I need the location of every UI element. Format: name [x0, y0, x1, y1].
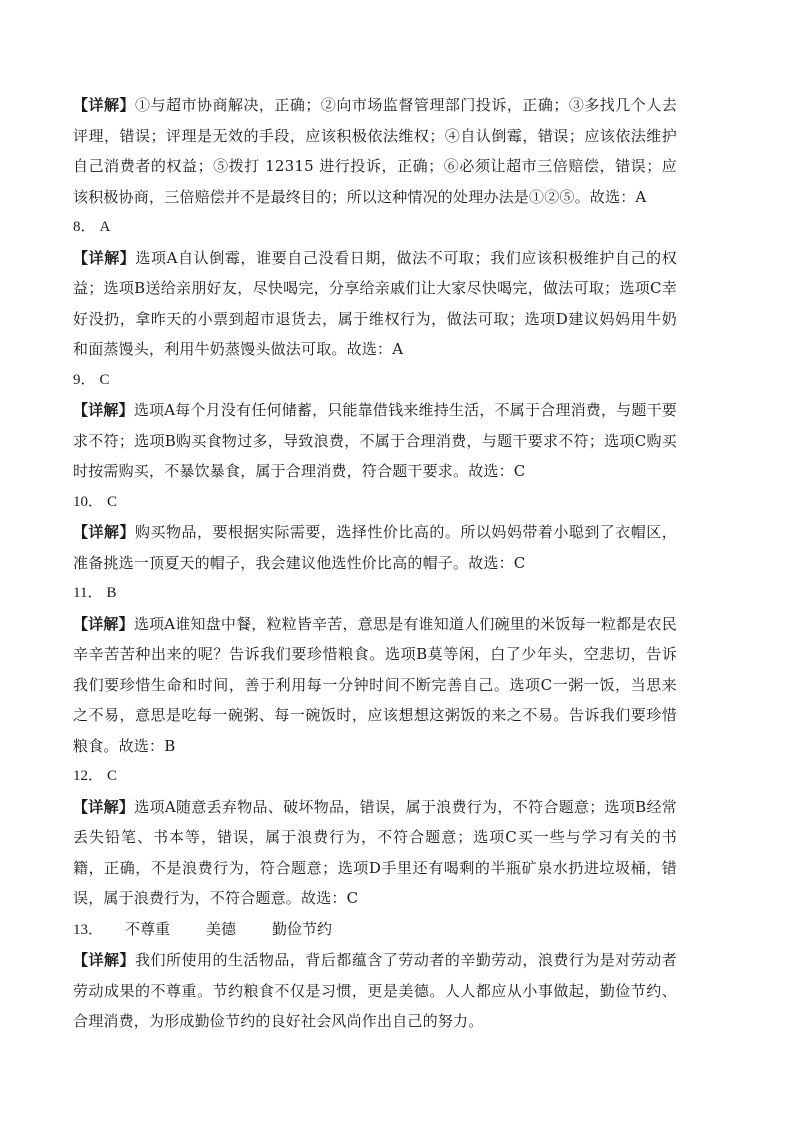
- answer-block-13: [73, 914, 677, 1037]
- answer-block-11: [73, 578, 677, 761]
- answer-letter: C: [107, 768, 118, 784]
- fill-blank-answer-line: [73, 914, 677, 946]
- detail-tag: 【详解】: [73, 401, 134, 419]
- question-answer-line: [73, 487, 677, 518]
- question-answer-line: [73, 578, 677, 609]
- detail-tag: 【详解】: [73, 96, 135, 114]
- question-answer-line: [73, 365, 677, 396]
- detail-tag: 【详解】: [73, 797, 135, 816]
- question-number: 11．: [73, 585, 103, 601]
- detail-paragraph: [73, 945, 677, 1037]
- detail-paragraph: [73, 90, 677, 212]
- answer-letter: A: [99, 219, 111, 235]
- detail-paragraph: [73, 609, 677, 762]
- detail-text: 我们所使用的生活物品，背后都蕴含了劳动者的辛勤劳动，浪费行为是对劳动者劳动成果的不尊重。节约粮食不仅是习惯，更是美德。人人都应从小事做起，勤俭节约、合理消费，为形成勤俭节约的良好社会风尚作出自己的努力。: [73, 951, 677, 1030]
- detail-text: 选项A自认倒霉，谁要自己没看日期，做法不可取；我们应该积极维护自己的权益；选项B送给亲朋好友，尽快喝完，分享给亲戚们让大家尽快喝完，做法可取；选项C幸好没扔，拿昨天的小票到超市退货去，属于维权行为，做法可取；选项D建议妈妈用牛奶和面蒸馒头，利用牛奶蒸馒头做法可取。故选：A: [73, 248, 677, 358]
- detail-tag: 【详解】: [73, 951, 135, 969]
- answer-block-12: [73, 761, 677, 914]
- detail-paragraph: [73, 792, 677, 914]
- detail-paragraph: [73, 517, 677, 578]
- question-answer-line: [73, 212, 677, 243]
- question-number: 8．: [73, 219, 96, 235]
- question-number: 9．: [73, 371, 96, 388]
- detail-paragraph: [73, 395, 677, 487]
- answer-block-8: [73, 212, 677, 365]
- detail-text: ①与超市协商解决，正确；②向市场监督管理部门投诉，正确；③多找几个人去评理，错误；评理是无效的手段，应该积极依法维权；④自认倒霉，错误；应该依法维护自己消费者的权益；⑤拨打 12315 进行投诉，正确；⑥必须让超市三倍赔偿，错误；应该积极协商，三倍赔偿并不是最终目的；所以这种情况的处理办法是①②⑤。故选：A: [73, 96, 677, 206]
- blank-answer-3: 勤俭节约: [272, 919, 333, 938]
- answer-block-9: [73, 365, 677, 487]
- answer-letter: C: [99, 371, 110, 388]
- question-number: 13．: [73, 921, 104, 938]
- detail-text: 选项A每个月没有任何储蓄，只能靠借钱来维持生活，不属于合理消费，与题干要求不符；选项B购买食物过多，导致浪费，不属于合理消费，与题干要求不符；选项C购买时按需购买，不暴饮暴食，属于合理消费，符合题干要求。故选：C: [73, 401, 677, 480]
- answer-letter: C: [107, 493, 118, 510]
- blank-answer-2: 美德: [206, 919, 237, 938]
- answer-block-7: [73, 90, 677, 212]
- detail-text: 购买物品，要根据实际需要，选择性价比高的。所以妈妈带着小聪到了衣帽区，准备挑选一顶夏天的帽子，我会建议他选性价比高的帽子。故选：C: [73, 523, 677, 572]
- detail-tag: 【详解】: [73, 248, 136, 267]
- answer-page: [73, 90, 677, 1037]
- question-answer-line: [73, 761, 677, 792]
- answer-block-10: [73, 487, 677, 579]
- detail-text: 选项A谁知盘中餐，粒粒皆辛苦，意思是有谁知道人们碗里的米饭每一粒都是农民辛辛苦苦种出来的呢？告诉我们要珍惜粮食。选项B莫等闲，白了少年头，空悲切，告诉我们要珍惜生命和时间，善于利用每一分钟时间不断完善自己。选项C一粥一饭，当思来之不易，意思是吃每一碗粥、每一碗饭时，应该想想这粥饭的来之不易。告诉我们要珍惜粮食。故选：B: [73, 614, 677, 755]
- blank-answer-1: 不尊重: [125, 919, 171, 938]
- detail-tag: 【详解】: [73, 614, 134, 633]
- detail-tag: 【详解】: [73, 523, 135, 541]
- question-number: 12．: [73, 768, 104, 784]
- answer-letter: B: [106, 585, 117, 601]
- detail-text: 选项A随意丢弃物品、破坏物品，错误，属于浪费行为，不符合题意；选项B经常丢失铅笔、书本等，错误，属于浪费行为，不符合题意；选项C买一些与学习有关的书籍，正确，不是浪费行为，符合题意；选项D手里还有喝剩的半瓶矿泉水扔进垃圾桶，错误，属于浪费行为，不符合题意。故选：C: [73, 797, 677, 907]
- detail-paragraph: [73, 243, 677, 365]
- question-number: 10．: [73, 493, 104, 510]
